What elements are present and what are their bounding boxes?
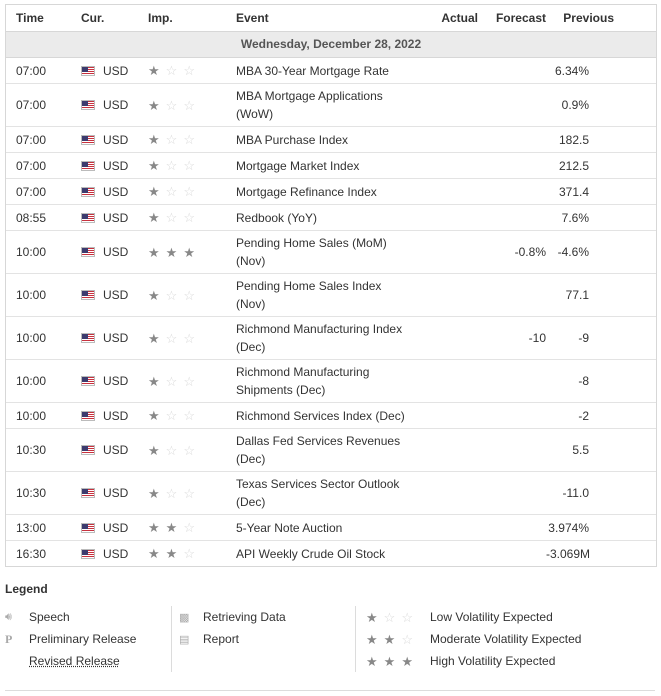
star-filled-icon: ★ <box>148 330 160 346</box>
table-row[interactable] <box>6 429 656 472</box>
row-previous: 371.4 <box>558 184 589 199</box>
row-currency <box>70 64 136 78</box>
table-row[interactable] <box>6 179 656 205</box>
star-empty-icon: ☆ <box>183 442 195 458</box>
row-time: 07:00 <box>16 158 47 173</box>
table-body <box>6 58 656 566</box>
row-event[interactable] <box>225 363 413 399</box>
star-filled-icon: ★ <box>148 485 160 501</box>
currency-code: USD <box>103 210 129 225</box>
table-row[interactable] <box>6 205 656 231</box>
star-empty-icon: ☆ <box>165 442 178 458</box>
us-flag-icon <box>81 523 95 533</box>
date-row: Wednesday, December 28, 2022 <box>6 32 656 58</box>
header-currency[interactable]: Cur. <box>81 11 105 25</box>
row-importance <box>136 159 225 172</box>
row-previous: 3.974% <box>548 520 589 535</box>
legend-column-volatility <box>355 606 655 672</box>
row-importance <box>136 133 225 146</box>
row-time: 10:00 <box>16 408 47 423</box>
currency-code: USD <box>103 331 129 345</box>
row-importance <box>136 246 225 259</box>
row-time: 10:30 <box>16 486 47 500</box>
us-flag-icon <box>81 549 95 559</box>
row-importance <box>136 211 225 224</box>
row-forecast: -10 <box>528 331 546 345</box>
row-currency <box>70 443 136 457</box>
star-empty-icon: ☆ <box>165 184 178 199</box>
event-name-line[interactable]: Richmond Manufacturing <box>236 365 370 379</box>
event-name-line[interactable]: MBA 30-Year Mortgage Rate <box>236 63 389 78</box>
star-filled-icon: ★ <box>165 520 178 535</box>
row-previous: -4.6% <box>557 245 589 259</box>
event-name-line[interactable]: (Dec) <box>236 495 266 509</box>
star-empty-icon: ☆ <box>165 210 178 225</box>
legend-item-speech <box>5 606 171 628</box>
row-currency <box>70 288 136 302</box>
legend-item-report <box>179 628 355 650</box>
row-event[interactable] <box>225 209 413 227</box>
row-currency <box>70 185 136 199</box>
row-previous: 77.1 <box>565 288 589 302</box>
star-filled-icon: ★ <box>148 97 160 113</box>
event-name-line[interactable]: API Weekly Crude Oil Stock <box>236 546 386 561</box>
row-event[interactable] <box>225 475 413 511</box>
row-importance <box>136 444 225 457</box>
us-flag-icon <box>81 187 95 197</box>
two-star-icon: ★ ★ ☆ <box>366 631 413 647</box>
economic-calendar-table <box>5 4 657 567</box>
star-filled-icon: ★ <box>148 244 160 260</box>
row-currency <box>70 159 136 173</box>
row-time: 10:00 <box>16 331 47 345</box>
table-header <box>6 5 656 32</box>
currency-code: USD <box>103 63 129 78</box>
event-name-line[interactable]: (Dec) <box>236 452 266 466</box>
row-currency <box>70 409 136 423</box>
table-row[interactable] <box>6 317 656 360</box>
legend-title: Legend <box>5 582 48 596</box>
star-empty-icon: ☆ <box>183 546 195 561</box>
star-filled-icon: ★ <box>148 442 160 458</box>
header-importance[interactable]: Imp. <box>148 11 173 25</box>
star-filled-icon: ★ <box>148 132 160 147</box>
preliminary-p-icon: P <box>5 631 13 646</box>
row-time: 13:00 <box>16 520 47 535</box>
currency-code: USD <box>103 443 129 457</box>
event-name-line[interactable]: (Nov) <box>236 297 266 311</box>
event-name-line[interactable]: Mortgage Market Index <box>236 158 360 173</box>
star-filled-icon: ★ <box>148 373 160 389</box>
currency-code: USD <box>103 158 129 173</box>
star-filled-icon: ★ <box>165 546 178 561</box>
header-event[interactable]: Event <box>236 11 269 25</box>
row-event[interactable] <box>225 320 413 356</box>
star-empty-icon: ☆ <box>183 373 195 389</box>
event-name-line[interactable]: (Nov) <box>236 254 266 268</box>
table-row[interactable] <box>6 153 656 179</box>
row-importance <box>136 332 225 345</box>
report-icon: ▤ <box>179 633 190 646</box>
retrieving-data-icon: ▩ <box>179 611 190 624</box>
table-row[interactable] <box>6 127 656 153</box>
row-time: 10:00 <box>16 288 47 302</box>
star-empty-icon: ☆ <box>183 210 195 225</box>
event-name-line[interactable]: Dallas Fed Services Revenues <box>236 434 401 448</box>
row-time: 07:00 <box>16 132 47 147</box>
star-empty-icon: ☆ <box>165 408 178 423</box>
us-flag-icon <box>81 247 95 257</box>
row-previous: 212.5 <box>558 158 589 173</box>
legend-moderate-label: Moderate Volatility Expected <box>430 632 582 646</box>
currency-code: USD <box>103 546 129 561</box>
row-importance <box>136 487 225 500</box>
header-forecast[interactable]: Forecast <box>495 11 546 25</box>
currency-code: USD <box>103 288 129 302</box>
star-empty-icon: ☆ <box>183 287 195 303</box>
row-time: 07:00 <box>16 98 47 112</box>
row-event[interactable] <box>225 87 413 123</box>
us-flag-icon <box>81 445 95 455</box>
table-row[interactable] <box>6 231 656 274</box>
one-star-icon: ★ ☆ ☆ <box>366 609 413 625</box>
row-event[interactable] <box>225 432 413 468</box>
star-empty-icon: ☆ <box>165 158 178 173</box>
row-event[interactable] <box>225 62 413 80</box>
row-previous: 7.6% <box>561 210 589 225</box>
row-currency <box>70 211 136 225</box>
table-row[interactable] <box>6 58 656 84</box>
legend-high-label: High Volatility Expected <box>430 654 556 668</box>
star-empty-icon: ☆ <box>165 373 178 389</box>
row-currency <box>70 133 136 147</box>
row-currency <box>70 374 136 388</box>
star-empty-icon: ☆ <box>183 520 195 535</box>
row-time: 10:30 <box>16 443 47 457</box>
event-name-line[interactable]: Mortgage Refinance Index <box>236 184 377 199</box>
row-importance <box>136 64 225 77</box>
row-importance <box>136 185 225 198</box>
row-event[interactable] <box>225 157 413 175</box>
legend-column-release-types <box>5 606 171 672</box>
event-name-line[interactable]: Texas Services Sector Outlook <box>236 477 400 491</box>
row-time: 10:00 <box>16 374 47 388</box>
currency-code: USD <box>103 520 129 535</box>
table-row[interactable] <box>6 541 656 566</box>
star-filled-icon: ★ <box>165 244 178 260</box>
legend-retrieving-label: Retrieving Data <box>203 610 286 624</box>
row-importance <box>136 375 225 388</box>
row-importance <box>136 409 225 422</box>
legend-item-high-volatility <box>366 650 655 672</box>
star-filled-icon: ★ <box>148 546 160 561</box>
row-previous: 6.34% <box>554 63 589 78</box>
us-flag-icon <box>81 161 95 171</box>
star-empty-icon: ☆ <box>183 184 195 199</box>
star-filled-icon: ★ <box>148 63 160 78</box>
row-importance <box>136 289 225 302</box>
event-name-line[interactable]: Shipments (Dec) <box>236 383 326 397</box>
table-row[interactable] <box>6 274 656 317</box>
star-filled-icon: ★ <box>148 158 160 173</box>
legend-revised-label: Revised Release <box>29 654 120 668</box>
legend-report-label: Report <box>203 632 240 646</box>
currency-code: USD <box>103 184 129 199</box>
event-name-line[interactable]: Pending Home Sales (MoM) <box>236 236 387 250</box>
row-previous: 182.5 <box>558 132 589 147</box>
legend-preliminary-label: Preliminary Release <box>29 632 137 646</box>
table-row[interactable] <box>6 472 656 515</box>
row-importance <box>136 521 225 534</box>
row-time: 07:00 <box>16 63 47 78</box>
star-empty-icon: ☆ <box>183 158 195 173</box>
star-empty-icon: ☆ <box>183 408 195 423</box>
event-name-line[interactable]: Redbook (YoY) <box>236 210 317 225</box>
star-empty-icon: ☆ <box>183 63 195 78</box>
us-flag-icon <box>81 213 95 223</box>
event-name-line[interactable]: (Dec) <box>236 340 266 354</box>
star-empty-icon: ☆ <box>183 485 195 501</box>
legend-item-low-volatility <box>366 606 655 628</box>
legend <box>5 582 655 672</box>
row-currency <box>70 547 136 561</box>
star-filled-icon: ★ <box>148 408 160 423</box>
currency-code: USD <box>103 245 129 259</box>
event-name-line[interactable]: (WoW) <box>236 107 274 121</box>
table-row[interactable] <box>6 360 656 403</box>
row-currency <box>70 486 136 500</box>
legend-item-preliminary <box>5 628 171 650</box>
row-event[interactable] <box>225 234 413 270</box>
row-previous: -8 <box>578 374 589 388</box>
event-name-line[interactable]: Richmond Manufacturing Index <box>236 322 403 336</box>
row-forecast: -0.8% <box>514 245 546 259</box>
us-flag-icon <box>81 376 95 386</box>
header-previous[interactable]: Previous <box>563 11 614 25</box>
table-row[interactable] <box>6 403 656 429</box>
star-filled-icon: ★ <box>148 520 160 535</box>
speaker-icon: 🔊︎ <box>5 610 12 623</box>
star-empty-icon: ☆ <box>165 485 178 501</box>
us-flag-icon <box>81 488 95 498</box>
event-name-line[interactable]: MBA Mortgage Applications <box>236 89 383 103</box>
row-previous: 5.5 <box>572 443 589 457</box>
row-previous: -9 <box>578 331 589 345</box>
legend-item-revised <box>5 650 171 672</box>
us-flag-icon <box>81 290 95 300</box>
legend-speech-label: Speech <box>29 610 70 624</box>
row-event[interactable] <box>225 519 413 537</box>
star-empty-icon: ☆ <box>183 132 195 147</box>
row-event[interactable] <box>225 183 413 201</box>
legend-column-data-status <box>171 606 355 672</box>
star-empty-icon: ☆ <box>183 330 195 346</box>
row-importance <box>136 547 225 560</box>
header-time[interactable]: Time <box>16 11 44 25</box>
row-previous: -2 <box>578 408 589 423</box>
event-name-line[interactable]: Richmond Services Index (Dec) <box>236 408 405 423</box>
star-empty-icon: ☆ <box>165 97 178 113</box>
row-currency <box>70 98 136 112</box>
event-name-line[interactable]: 5-Year Note Auction <box>236 520 343 535</box>
table-row[interactable] <box>6 515 656 541</box>
us-flag-icon <box>81 66 95 76</box>
header-actual[interactable]: Actual <box>441 11 478 25</box>
row-previous: -11.0 <box>562 486 589 500</box>
currency-code: USD <box>103 374 129 388</box>
row-importance <box>136 99 225 112</box>
star-empty-icon: ☆ <box>165 63 178 78</box>
star-filled-icon: ★ <box>148 287 160 303</box>
currency-code: USD <box>103 132 129 147</box>
row-previous: 0.9% <box>561 98 589 112</box>
row-event[interactable] <box>225 545 413 563</box>
event-name-line[interactable]: Pending Home Sales Index <box>236 279 382 293</box>
star-empty-icon: ☆ <box>165 330 178 346</box>
star-filled-icon: ★ <box>183 244 195 260</box>
row-time: 07:00 <box>16 184 47 199</box>
legend-item-retrieving <box>179 606 355 628</box>
row-event[interactable] <box>225 407 413 425</box>
legend-low-label: Low Volatility Expected <box>430 610 553 624</box>
star-filled-icon: ★ <box>148 210 160 225</box>
event-name-line[interactable]: MBA Purchase Index <box>236 132 349 147</box>
us-flag-icon <box>81 333 95 343</box>
us-flag-icon <box>81 411 95 421</box>
three-star-icon: ★ ★ ★ <box>366 653 413 669</box>
row-previous: -3.069M <box>546 546 591 561</box>
currency-code: USD <box>103 486 129 500</box>
currency-code: USD <box>103 98 129 112</box>
row-time: 10:00 <box>16 245 47 259</box>
row-event[interactable] <box>225 131 413 149</box>
row-currency <box>70 331 136 345</box>
row-event[interactable] <box>225 277 413 313</box>
star-filled-icon: ★ <box>148 184 160 199</box>
table-row[interactable] <box>6 84 656 127</box>
legend-item-moderate-volatility <box>366 628 655 650</box>
row-currency <box>70 245 136 259</box>
star-empty-icon: ☆ <box>183 97 195 113</box>
currency-code: USD <box>103 408 129 423</box>
row-time: 16:30 <box>16 546 47 561</box>
row-time: 08:55 <box>16 210 47 225</box>
us-flag-icon <box>81 100 95 110</box>
star-empty-icon: ☆ <box>165 132 178 147</box>
row-currency <box>70 521 136 535</box>
star-empty-icon: ☆ <box>165 287 178 303</box>
bottom-divider <box>5 690 655 691</box>
us-flag-icon <box>81 135 95 145</box>
